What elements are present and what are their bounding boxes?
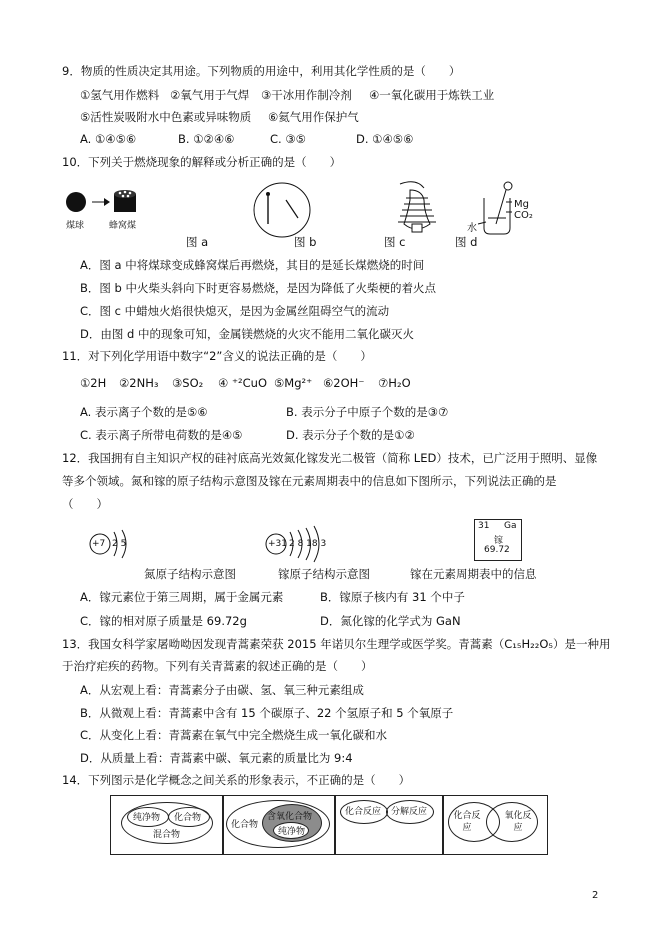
q9-item-1: ①氢气用作燃料 xyxy=(80,88,160,102)
box-c-left-label: 化合反应 xyxy=(345,807,382,817)
fig-d-label-mg: Mg xyxy=(514,199,529,210)
q11-option-b: B. 表示分子中原子个数的是③⑦ xyxy=(286,405,449,419)
q10-option-a: A．图 a 中将煤球变成蜂窝煤后再燃烧，其目的是延长煤燃烧的时间 xyxy=(80,258,425,272)
caption-fig-b: 图 b xyxy=(294,235,317,249)
caption-fig-c: 图 c xyxy=(384,235,406,249)
box-c-right-label: 分解反应 xyxy=(391,807,428,817)
caption-fig-a: 图 a xyxy=(186,235,209,249)
q11-stem: 11．对下列化学用语中数字“2”含义的说法正确的是（ ） xyxy=(62,349,372,363)
cell-atomic-number: 31 xyxy=(478,521,490,531)
box-a-bottom-label: 混合物 xyxy=(153,830,181,840)
candle-coil-figure xyxy=(398,182,436,232)
q12-option-a: A．镓元素位于第三周期，属于金属元素 xyxy=(80,590,284,604)
q10-stem: 10．下列关于燃烧现象的解释或分析正确的是（ ） xyxy=(62,155,342,169)
q9-item-4: ④一氧化碳用于炼铁工业 xyxy=(369,88,495,102)
q12-stem-line2: 等多个领域。氮和镓的原子结构示意图及镓在元素周期表中的信息如下图所示，下列说法正确的是 xyxy=(62,474,557,488)
coal-ball-icon xyxy=(66,192,86,212)
q9-item-3: ③干冰用作制冷剂 xyxy=(261,88,352,102)
q13-stem-line1: 13．我国女科学家屠呦呦因发现青蒿素荣获 2015 年诺贝尔生理学或医学奖。青蒿素（C₁₅H₂₂O₅）是一种用 xyxy=(62,637,611,651)
q9-option-b: B. ①②④⑥ xyxy=(178,132,235,146)
q11-symbol-2: ②2NH₃ xyxy=(119,376,159,390)
q10-option-b: B．图 b 中火柴头斜向下时更容易燃烧，是因为降低了火柴梗的着火点 xyxy=(80,281,436,295)
caption-n-atom: 氮原子结构示意图 xyxy=(144,567,236,581)
box-b-inner-label: 纯净物 xyxy=(278,827,306,837)
q11-symbol-7: ⑦H₂O xyxy=(378,376,411,390)
q9-stem: 9．物质的性质决定其用途。下列物质的用途中，利用其化学性质的是（ ） xyxy=(62,64,461,78)
q12-stem-line1: 12．我国拥有自主知识产权的硅衬底高光效氮化镓发光二极管（简称 LED）技术，已广泛用于照明、显像 xyxy=(62,451,598,465)
q9-option-d: D. ①④⑤⑥ xyxy=(356,132,414,146)
n-nucleus-charge: +7 xyxy=(92,539,106,549)
cell-atomic-mass: 69.72 xyxy=(484,545,510,555)
fig-a-label-coal-ball: 煤球 xyxy=(66,221,85,231)
q12-option-c: C．镓的相对原子质量是 69.72g xyxy=(80,614,247,628)
q12-option-d: D．氮化镓的化学式为 GaN xyxy=(320,614,461,628)
box-d-left-label: 化合反应 xyxy=(453,811,481,833)
honeycomb-coal-icon xyxy=(114,190,136,212)
box-d-right-label: 氧化反应 xyxy=(504,811,532,833)
q11-symbol-4: ④ ⁺²CuO xyxy=(218,376,268,390)
fig-d-label-water: 水 xyxy=(467,223,477,234)
q11-symbol-1: ①2H xyxy=(80,376,107,390)
q13-option-c: C．从变化上看：青蒿素在氧气中完全燃烧生成一氧化碳和水 xyxy=(80,728,388,742)
q11-option-d: D. 表示分子个数的是①② xyxy=(286,428,415,442)
fig-a-label-honeycomb: 蜂窝煤 xyxy=(109,221,137,231)
q11-symbol-3: ③SO₂ xyxy=(172,376,204,390)
q11-symbol-6: ⑥2OH⁻ xyxy=(323,376,365,390)
q9-option-a: A. ①④⑤⑥ xyxy=(80,132,137,146)
q13-stem-line2: 于治疗疟疾的药物。下列有关青蒿素的叙述正确的是（ ） xyxy=(62,659,373,673)
q14-stem: 14．下列图示是化学概念之间关系的形象表示，不正确的是（ ） xyxy=(62,773,411,787)
box-b-mid-label: 含氧化合物 xyxy=(267,812,313,822)
q9-option-c: C. ③⑤ xyxy=(270,132,306,146)
cell-name: 镓 xyxy=(494,536,504,546)
q9-item-2: ②氧气用于气焊 xyxy=(170,88,250,102)
cell-symbol: Ga xyxy=(504,521,517,531)
q11-option-c: C. 表示离子所带电荷数的是④⑤ xyxy=(80,428,243,442)
q9-item-6: ⑥氦气用作保护气 xyxy=(268,110,359,124)
mg-co2-figure xyxy=(478,182,512,234)
n-shell-electrons: 2 5 xyxy=(112,539,127,549)
q10-figures xyxy=(60,178,580,250)
box-a-left-label: 纯净物 xyxy=(133,813,161,823)
caption-fig-d: 图 d xyxy=(455,235,478,249)
fig-d-label-co2: CO₂ xyxy=(514,210,533,221)
q13-option-d: D．从质量上看：青蒿素中碳、氧元素的质量比为 9:4 xyxy=(80,751,353,765)
box-a-right-label: 化合物 xyxy=(174,813,202,823)
match-figure xyxy=(254,183,310,237)
page-number: 2 xyxy=(592,890,599,901)
q12-option-b: B．镓原子核内有 31 个中子 xyxy=(320,590,465,604)
q13-option-a: A．从宏观上看：青蒿素分子由碳、氢、氧三种元素组成 xyxy=(80,683,364,697)
q10-option-c: C．图 c 中蜡烛火焰很快熄灭，是因为金属丝阻碍空气的流动 xyxy=(80,304,390,318)
q13-option-b: B．从微观上看：青蒿素中含有 15 个碳原子、22 个氢原子和 5 个氧原子 xyxy=(80,706,454,720)
caption-ga-atom: 镓原子结构示意图 xyxy=(278,567,370,581)
q11-option-a: A. 表示离子个数的是⑤⑥ xyxy=(80,405,208,419)
q11-symbol-5: ⑤Mg²⁺ xyxy=(274,376,313,390)
box-b-outer-label: 化合物 xyxy=(231,820,259,830)
ga-shell-electrons: 2 8 18 3 xyxy=(289,539,327,549)
q12-stem-line3: （ ） xyxy=(62,497,108,511)
ga-nucleus-charge: +31 xyxy=(268,539,287,549)
q10-option-d: D．由图 d 中的现象可知，金属镁燃烧的火灾不能用二氧化碳灭火 xyxy=(80,327,414,341)
q9-item-5: ⑤活性炭吸附水中色素或异味物质 xyxy=(80,110,252,124)
caption-ga-cell: 镓在元素周期表中的信息 xyxy=(410,567,537,581)
